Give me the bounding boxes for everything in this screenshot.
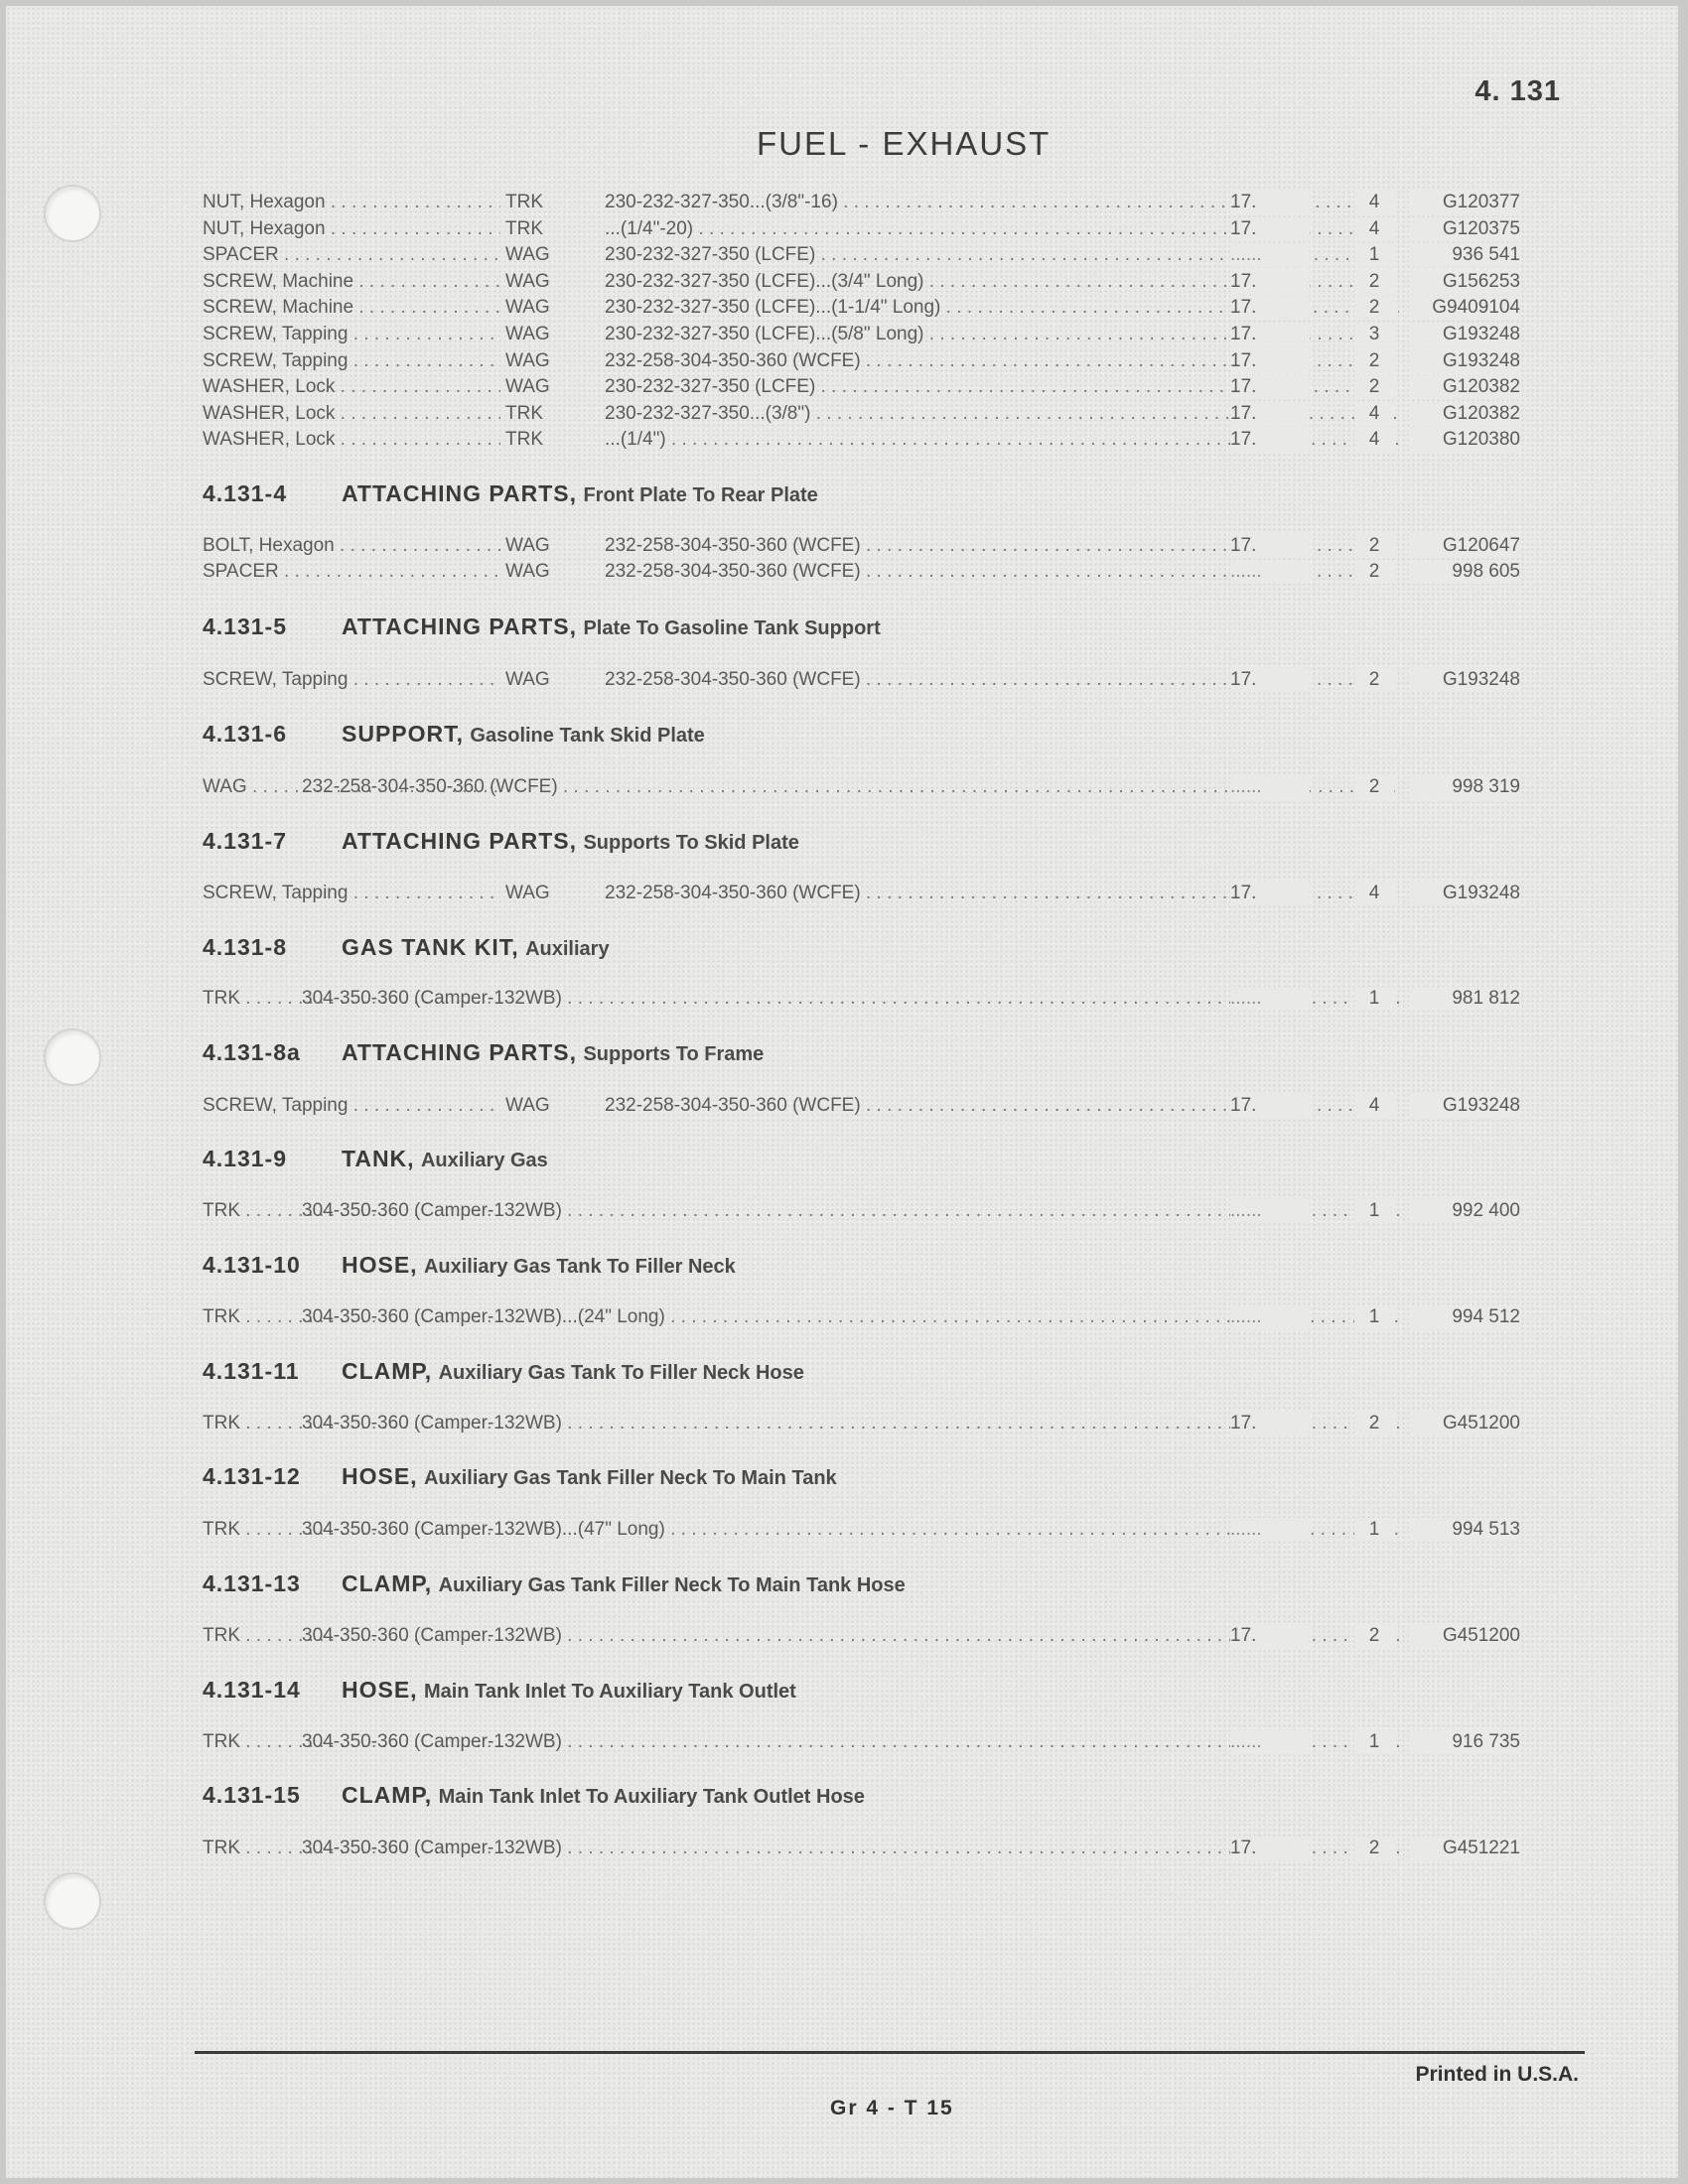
- applicability: 230-232-327-350 (LCFE) . . .: [605, 375, 1399, 399]
- part-number: 981 812: [1409, 987, 1520, 1011]
- part-name: SCREW, Tapping . . .: [203, 882, 500, 905]
- group-number: 17.: [1230, 296, 1310, 320]
- quantity: 2: [1354, 270, 1394, 294]
- model-code: TRK: [505, 402, 543, 424]
- part-number: 992 400: [1409, 1199, 1520, 1223]
- section-heading: [203, 717, 705, 751]
- part-name: TRK . . .: [203, 1412, 500, 1435]
- model-code: WAG: [505, 669, 550, 690]
- quantity: 4: [1354, 1094, 1394, 1118]
- part-name: BOLT, Hexagon . . .: [203, 534, 500, 558]
- part-name: SPACER . . .: [203, 560, 500, 584]
- quantity: 2: [1354, 775, 1394, 799]
- section-number: 4.131-12: [203, 1463, 301, 1489]
- section-description: Main Tank Inlet To Auxiliary Tank Outlet: [423, 1681, 796, 1703]
- part-number: G120375: [1409, 217, 1520, 241]
- section-description: Auxiliary Gas: [420, 1150, 548, 1171]
- applicability: 304-350-360 (Camper-132WB)...(47" Long) . . .: [302, 1518, 1399, 1542]
- part-row: [203, 428, 1523, 452]
- section-heading: [203, 1142, 548, 1175]
- group-number: ......: [1230, 987, 1310, 1011]
- quantity: 2: [1354, 1412, 1394, 1435]
- applicability: ...(1/4"-20) . . .: [605, 217, 1399, 241]
- section-number: 4.131-6: [203, 721, 288, 747]
- section-heading: [203, 1459, 837, 1493]
- binder-hole: [44, 1872, 101, 1930]
- group-number: ......: [1230, 560, 1310, 584]
- section-heading: [203, 1035, 764, 1069]
- group-number: 17.: [1230, 1837, 1310, 1860]
- page-number: 4. 131: [1475, 75, 1561, 107]
- section-heading: [203, 1567, 906, 1600]
- part-name: SCREW, Tapping . . .: [203, 668, 500, 692]
- group-number: 17.: [1230, 323, 1310, 346]
- part-number: G193248: [1409, 323, 1520, 346]
- part-number: 994 513: [1409, 1518, 1520, 1542]
- applicability: 304-350-360 (Camper-132WB) . . .: [302, 1199, 1399, 1223]
- section-heading: [203, 824, 799, 858]
- section-keyword: GAS TANK KIT,: [342, 934, 519, 960]
- part-number: 994 512: [1409, 1305, 1520, 1329]
- quantity: 2: [1354, 668, 1394, 692]
- group-number: 17.: [1230, 349, 1310, 373]
- part-number: G193248: [1409, 882, 1520, 905]
- section-number: 4.131-10: [203, 1252, 301, 1278]
- footer-divider: [195, 2051, 1585, 2054]
- section-heading: [203, 1778, 865, 1812]
- section-number: 4.131-8: [203, 934, 288, 960]
- part-row: [203, 402, 1523, 426]
- section-heading: [203, 1673, 796, 1706]
- group-number: 17.: [1230, 191, 1310, 214]
- section-description: Auxiliary Gas Tank To Filler Neck Hose: [438, 1362, 804, 1384]
- model-code: WAG: [505, 376, 550, 398]
- group-number: ......: [1230, 1730, 1310, 1754]
- group-reference: Gr 4 - T 15: [830, 2097, 954, 2119]
- part-name: SPACER . . .: [203, 243, 500, 267]
- part-row: [203, 375, 1523, 399]
- quantity: 4: [1354, 191, 1394, 214]
- part-number: 998 319: [1409, 775, 1520, 799]
- group-number: 17.: [1230, 668, 1310, 692]
- part-row: [203, 270, 1523, 294]
- applicability: 304-350-360 (Camper-132WB) . . .: [302, 1412, 1399, 1435]
- applicability: 230-232-327-350 (LCFE)...(5/8" Long) . . .: [605, 323, 1399, 346]
- part-row: [203, 1094, 1523, 1118]
- group-number: ......: [1230, 1518, 1310, 1542]
- section-keyword: HOSE,: [342, 1463, 418, 1489]
- model-code: WAG: [505, 297, 550, 319]
- applicability: 230-232-327-350...(3/8") . . .: [605, 402, 1399, 426]
- part-number: 936 541: [1409, 243, 1520, 267]
- section-description: Front Plate To Rear Plate: [583, 484, 818, 506]
- section-keyword: ATTACHING PARTS,: [342, 1039, 578, 1065]
- quantity: 1: [1354, 987, 1394, 1011]
- group-number: 17.: [1230, 882, 1310, 905]
- quantity: 1: [1354, 1199, 1394, 1223]
- quantity: 4: [1354, 217, 1394, 241]
- applicability: 232-258-304-350-360 (WCFE) . . .: [605, 534, 1399, 558]
- part-number: G451221: [1409, 1837, 1520, 1860]
- part-row: [203, 243, 1523, 267]
- section-description: Main Tank Inlet To Auxiliary Tank Outlet Hose: [438, 1786, 865, 1808]
- quantity: 2: [1354, 534, 1394, 558]
- section-title: FUEL - EXHAUST: [757, 125, 1052, 162]
- section-heading: [203, 930, 610, 964]
- section-description: Auxiliary Gas Tank Filler Neck To Main Tank Hose: [438, 1574, 906, 1596]
- part-name: WASHER, Lock . . .: [203, 428, 500, 452]
- group-number: 17.: [1230, 428, 1310, 452]
- applicability: 232-258-304-350-360 (WCFE) . . .: [605, 349, 1399, 373]
- part-name: TRK . . .: [203, 1518, 500, 1542]
- model-code: WAG: [505, 324, 550, 344]
- section-heading: [203, 610, 881, 643]
- part-name: NUT, Hexagon . . .: [203, 191, 500, 214]
- quantity: 4: [1354, 428, 1394, 452]
- section-keyword: HOSE,: [342, 1677, 418, 1703]
- group-number: 17.: [1230, 1624, 1310, 1648]
- section-keyword: TANK,: [342, 1146, 415, 1171]
- group-number: ......: [1230, 1199, 1310, 1223]
- part-name: SCREW, Machine . . .: [203, 296, 500, 320]
- part-row: [203, 534, 1523, 558]
- applicability: ...(1/4") . . .: [605, 428, 1399, 452]
- part-number: 916 735: [1409, 1730, 1520, 1754]
- section-number: 4.131-14: [203, 1677, 301, 1703]
- part-number: G156253: [1409, 270, 1520, 294]
- section-number: 4.131-13: [203, 1570, 301, 1596]
- applicability: 304-350-360 (Camper-132WB) . . .: [302, 1730, 1399, 1754]
- quantity: 2: [1354, 1624, 1394, 1648]
- section-keyword: CLAMP,: [342, 1782, 433, 1808]
- applicability: 232-258-304-350-360 (WCFE) . . .: [605, 882, 1399, 905]
- quantity: 2: [1354, 349, 1394, 373]
- section-keyword: HOSE,: [342, 1252, 418, 1278]
- printed-in-usa: Printed in U.S.A.: [1415, 2063, 1579, 2086]
- section-keyword: SUPPORT,: [342, 721, 465, 747]
- group-number: 17.: [1230, 217, 1310, 241]
- part-row: [203, 882, 1523, 905]
- model-code: TRK: [505, 217, 543, 239]
- part-number: G120382: [1409, 402, 1520, 426]
- part-row: [203, 1305, 1523, 1329]
- section-description: Supports To Frame: [583, 1043, 765, 1065]
- section-heading: [203, 1354, 804, 1388]
- part-name: WASHER, Lock . . .: [203, 375, 500, 399]
- binder-hole: [44, 1028, 101, 1086]
- applicability: 232-258-304-350-360 (WCFE) . . .: [605, 668, 1399, 692]
- part-row: [203, 296, 1523, 320]
- quantity: 4: [1354, 402, 1394, 426]
- section-heading: [203, 1248, 736, 1282]
- part-row: [203, 349, 1523, 373]
- quantity: 2: [1354, 560, 1394, 584]
- section-description: Auxiliary Gas Tank Filler Neck To Main Tank: [423, 1467, 837, 1489]
- part-row: [203, 1624, 1523, 1648]
- group-number: 17.: [1230, 270, 1310, 294]
- applicability: 230-232-327-350...(3/8"-16) . . .: [605, 191, 1399, 214]
- group-number: 17.: [1230, 1412, 1310, 1435]
- applicability: 304-350-360 (Camper-132WB) . . .: [302, 987, 1399, 1011]
- part-number: G451200: [1409, 1624, 1520, 1648]
- part-row: [203, 191, 1523, 214]
- model-code: WAG: [505, 883, 550, 903]
- section-number: 4.131-8a: [203, 1039, 301, 1065]
- group-number: 17.: [1230, 375, 1310, 399]
- model-code: TRK: [505, 192, 543, 212]
- part-name: TRK . . .: [203, 1199, 500, 1223]
- applicability: 230-232-327-350 (LCFE)...(1-1/4" Long) . . .: [605, 296, 1399, 320]
- part-row: [203, 1730, 1523, 1754]
- group-number: 17.: [1230, 1094, 1310, 1118]
- part-row: [203, 323, 1523, 346]
- applicability: 304-350-360 (Camper-132WB) . . .: [302, 1837, 1399, 1860]
- part-number: G451200: [1409, 1412, 1520, 1435]
- group-number: 17.: [1230, 402, 1310, 426]
- quantity: 2: [1354, 1837, 1394, 1860]
- part-name: SCREW, Tapping . . .: [203, 1094, 500, 1118]
- binder-hole: [44, 185, 101, 242]
- part-number: G9409104: [1409, 296, 1520, 320]
- applicability: 232-258-304-350-360 (WCFE) . . .: [605, 560, 1399, 584]
- part-name: TRK . . .: [203, 987, 500, 1011]
- part-name: WAG . . .: [203, 775, 500, 799]
- part-number: G193248: [1409, 349, 1520, 373]
- part-name: SCREW, Tapping . . .: [203, 349, 500, 373]
- part-row: [203, 987, 1523, 1011]
- section-keyword: ATTACHING PARTS,: [342, 480, 578, 506]
- model-code: WAG: [505, 270, 550, 292]
- section-number: 4.131-5: [203, 614, 288, 639]
- part-number: G120377: [1409, 191, 1520, 214]
- quantity: 1: [1354, 1730, 1394, 1754]
- part-number: G193248: [1409, 668, 1520, 692]
- part-row: [203, 668, 1523, 692]
- section-description: Auxiliary Gas Tank To Filler Neck: [423, 1256, 736, 1278]
- section-heading: [203, 477, 818, 510]
- section-number: 4.131-15: [203, 1782, 301, 1808]
- quantity: 3: [1354, 323, 1394, 346]
- applicability: 230-232-327-350 (LCFE) . . .: [605, 243, 1399, 267]
- part-name: TRK . . .: [203, 1730, 500, 1754]
- quantity: 2: [1354, 296, 1394, 320]
- part-row: [203, 217, 1523, 241]
- section-description: Auxiliary: [525, 938, 610, 960]
- part-row: [203, 775, 1523, 799]
- part-row: [203, 1199, 1523, 1223]
- part-row: [203, 1837, 1523, 1860]
- group-number: ......: [1230, 1305, 1310, 1329]
- group-number: ......: [1230, 243, 1310, 267]
- part-name: TRK . . .: [203, 1305, 500, 1329]
- section-number: 4.131-9: [203, 1146, 288, 1171]
- quantity: 1: [1354, 1518, 1394, 1542]
- section-description: Supports To Skid Plate: [583, 832, 799, 854]
- part-name: SCREW, Machine . . .: [203, 270, 500, 294]
- section-description: Gasoline Tank Skid Plate: [470, 725, 705, 747]
- part-row: [203, 1518, 1523, 1542]
- model-code: WAG: [505, 244, 550, 266]
- section-description: Plate To Gasoline Tank Support: [583, 617, 881, 639]
- section-number: 4.131-7: [203, 828, 288, 854]
- applicability: 230-232-327-350 (LCFE)...(3/4" Long) . . .: [605, 270, 1399, 294]
- section-number: 4.131-11: [203, 1358, 300, 1384]
- catalog-page: [6, 6, 1678, 2178]
- model-code: WAG: [505, 535, 550, 556]
- applicability: 304-350-360 (Camper-132WB) . . .: [302, 1624, 1399, 1648]
- section-keyword: CLAMP,: [342, 1358, 433, 1384]
- part-row: [203, 1412, 1523, 1435]
- section-keyword: CLAMP,: [342, 1570, 433, 1596]
- part-name: NUT, Hexagon . . .: [203, 217, 500, 241]
- model-code: WAG: [505, 1095, 550, 1116]
- section-keyword: ATTACHING PARTS,: [342, 614, 578, 639]
- model-code: WAG: [505, 561, 550, 582]
- section-keyword: ATTACHING PARTS,: [342, 828, 578, 854]
- quantity: 2: [1354, 375, 1394, 399]
- model-code: TRK: [505, 429, 543, 451]
- part-name: WASHER, Lock . . .: [203, 402, 500, 426]
- group-number: 17.: [1230, 534, 1310, 558]
- part-number: G120380: [1409, 428, 1520, 452]
- part-number: G193248: [1409, 1094, 1520, 1118]
- applicability: 304-350-360 (Camper-132WB)...(24" Long) . . .: [302, 1305, 1399, 1329]
- group-number: ......: [1230, 775, 1310, 799]
- part-row: [203, 560, 1523, 584]
- applicability: 232-258-304-350-360 (WCFE) . . .: [605, 1094, 1399, 1118]
- section-number: 4.131-4: [203, 480, 288, 506]
- applicability: 232-258-304-350-360 (WCFE) . . .: [302, 775, 1399, 799]
- part-number: G120647: [1409, 534, 1520, 558]
- quantity: 1: [1354, 1305, 1394, 1329]
- part-number: 998 605: [1409, 560, 1520, 584]
- quantity: 1: [1354, 243, 1394, 267]
- part-name: TRK . . .: [203, 1837, 500, 1860]
- part-number: G120382: [1409, 375, 1520, 399]
- quantity: 4: [1354, 882, 1394, 905]
- part-name: TRK . . .: [203, 1624, 500, 1648]
- model-code: WAG: [505, 349, 550, 371]
- part-name: SCREW, Tapping . . .: [203, 323, 500, 346]
